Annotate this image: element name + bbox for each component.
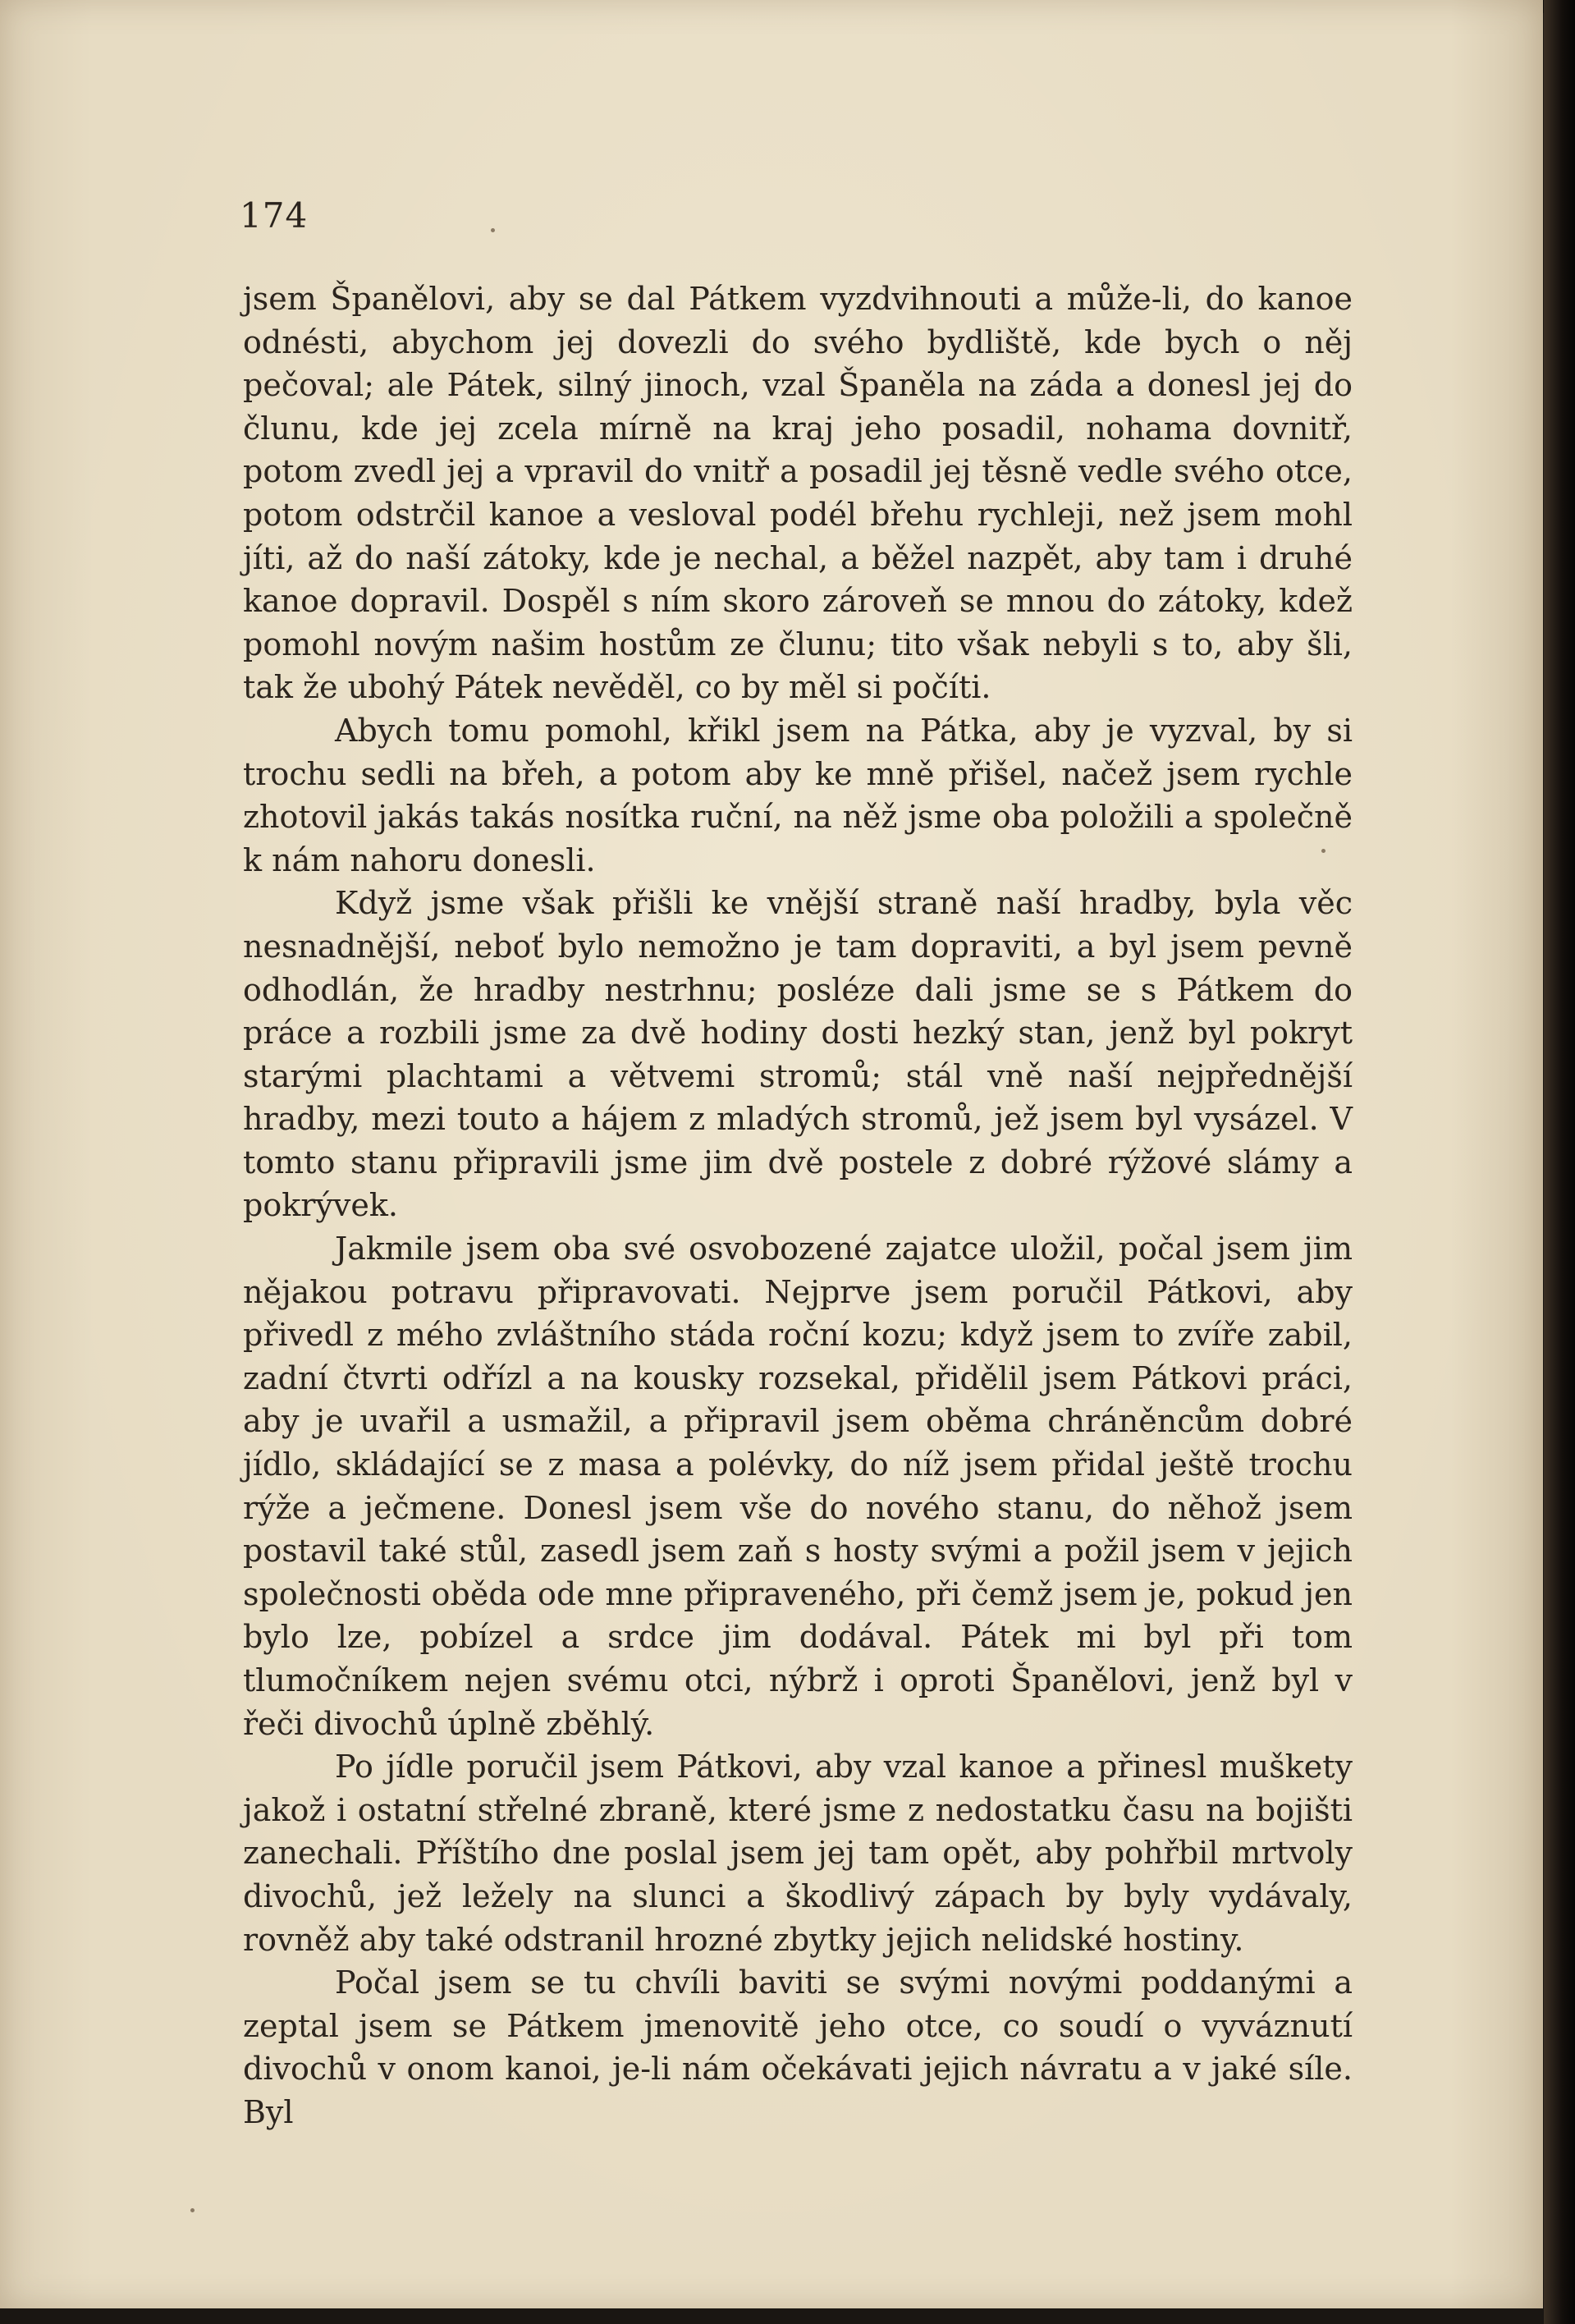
paragraph-6: Počal jsem se tu chvíli baviti se svými novými poddanými a zeptal jsem se Pátkem jmenovitě jeho otce, co soudí o vyváznutí divochů v onom kanoi, je-li nám očekávati jejich návratu a v jaké síle. Byl bbox=[243, 1964, 1353, 2130]
body-text bbox=[243, 277, 1353, 2134]
paragraph-3: Když jsme však přišli ke vnější straně naší hradby, byla věc nesnadnější, neboť bylo nemožno je tam dopraviti, a byl jsem pevně odhodlán, že hradby nestrhnu; posléze dali jsme se s Pátkem do práce a rozbili jsme za dvě hodiny dosti hezký stan, jenž byl pokryt starými plachtami a větvemi stromů; stál vně naší nejpřednější hradby, mezi touto a hájem z mladých stromů, jež jsem byl vysázel. V tomto stanu připravili jsme jim dvě postele z dobré rýžové slámy a pokrývek. bbox=[243, 885, 1353, 1224]
paper-speck bbox=[491, 228, 495, 232]
page-edge-shadow bbox=[1544, 0, 1575, 2324]
paragraph-5: Po jídle poručil jsem Pátkovi, aby vzal kanoe a přinesl muškety jakož i ostatní střelné zbraně, které jsme z nedostatku času na bojišti zanechali. Příštího dne poslal jsem jej tam opět, aby pohřbil mrtvoly divochů, jež ležely na slunci a škodlivý zápach by byly vydávaly, rovněž aby také odstranil hrozné zbytky jejich nelidské hostiny. bbox=[243, 1749, 1353, 1958]
page-number: 174 bbox=[240, 195, 309, 236]
paper-speck bbox=[190, 2208, 195, 2212]
paragraph-1: jsem Španělovi, aby se dal Pátkem vyzdvihnouti a může-li, do kanoe odnésti, abychom jej dovezli do svého bydliště, kde bych o něj pečoval; ale Pátek, silný jinoch, vzal Španěla na záda a donesl jej do člunu, kde jej zcela mírně na kraj jeho posadil, nohama dovnitř, potom zvedl jej a vpravil do vnitř a posadil jej těsně vedle svého otce, potom odstrčil kanoe a vesloval podél břehu rychleji, než jsem mohl jíti, až do naší zátoky, kde je nechal, a běžel nazpět, aby tam i druhé kanoe dopravil. Dospěl s ním skoro zároveň se mnou do zátoky, kdež pomohl novým našim hostům ze člunu; tito však nebyli s to, aby šli, tak že ubohý Pátek nevěděl, co by měl si počíti. bbox=[243, 281, 1353, 706]
paragraph-2: Abych tomu pomohl, křikl jsem na Pátka, aby je vyzval, by si trochu sedli na břeh, a potom aby ke mně přišel, načež jsem rychle zhotovil jakás takás nosítka ruční, na něž jsme oba položili a společně k nám nahoru donesli. bbox=[243, 712, 1353, 878]
paper-speck bbox=[1321, 849, 1325, 853]
paragraph-4: Jakmile jsem oba své osvobozené zajatce uložil, počal jsem jim nějakou potravu připravovati. Nejprve jsem poručil Pátkovi, aby přivedl z mého zvláštního stáda roční kozu; když jsem to zvíře zabil, zadní čtvrti odřízl a na kousky rozsekal, přidělil jsem Pátkovi práci, aby je uvařil a usmažil, a připravil jsem oběma chráněncům dobré jídlo, skládající se z masa a polévky, do níž jsem přidal ještě trochu rýže a ječmene. Donesl jsem vše do nového stanu, do něhož jsem postavil také stůl, zasedl jsem zaň s hosty svými a požil jsem v jejich společnosti oběda ode mne připraveného, při čemž jsem je, pokud jen bylo lze, pobízel a srdce jim dodával. Pátek mi byl při tom tlumočníkem nejen svému otci, nýbrž i oproti Španělovi, jenž byl v řeči divochů úplně zběhlý. bbox=[243, 1231, 1353, 1742]
